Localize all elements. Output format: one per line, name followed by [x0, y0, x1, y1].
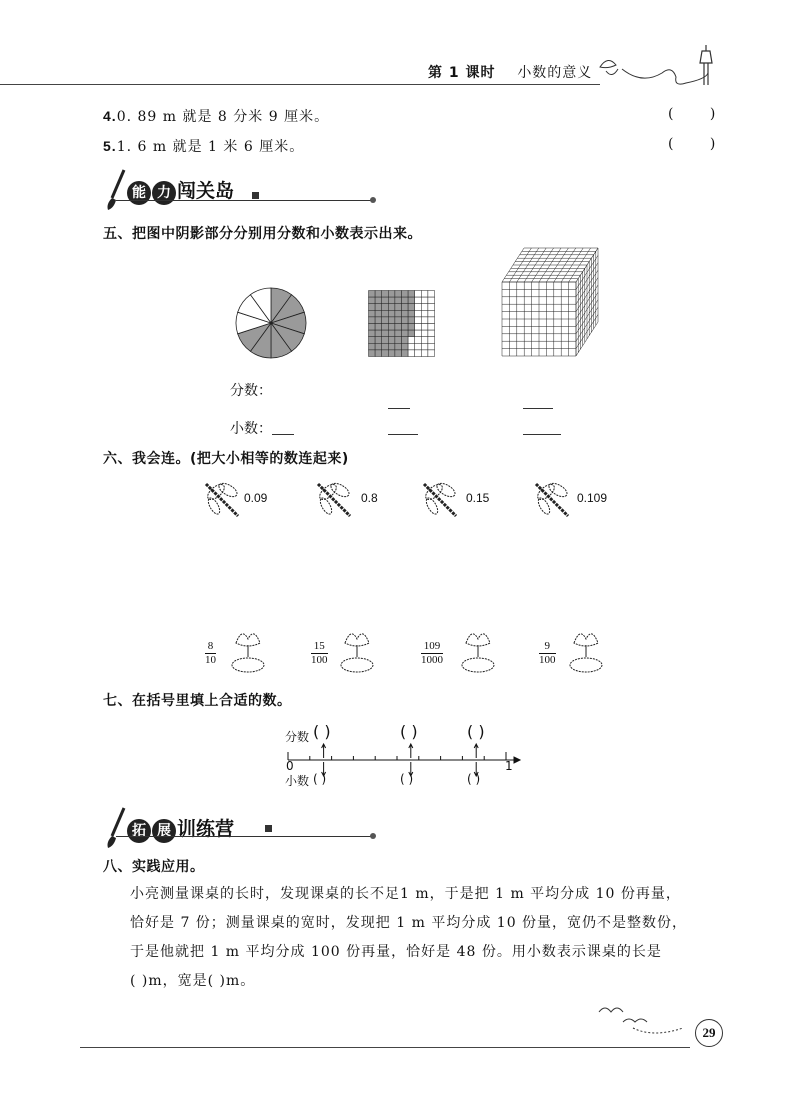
grid-cell-shaded — [369, 317, 376, 324]
grid-cell — [421, 337, 428, 344]
fraction-numerator: 109 — [421, 640, 443, 654]
fraction-value[interactable] — [539, 640, 556, 667]
grid-cell-shaded — [395, 324, 402, 331]
grid-cell-shaded — [382, 330, 389, 337]
hundred-grid-figure — [368, 290, 435, 358]
decimal-value[interactable]: 0.8 — [361, 491, 378, 505]
banner-badge: 拓 — [127, 819, 151, 843]
grid-cell-shaded — [388, 343, 395, 350]
grid-cell — [421, 343, 428, 350]
banner-extension — [127, 814, 234, 843]
dragonfly-icon — [200, 476, 246, 522]
grid-cell — [421, 350, 428, 357]
nl-decimal-paren[interactable]: ( ) — [313, 772, 327, 786]
header-rule — [0, 84, 600, 85]
grid-cell-shaded — [402, 343, 409, 350]
number-line-arrow — [514, 757, 520, 763]
grid-cell-shaded — [408, 330, 415, 337]
grid-cell-shaded — [395, 297, 402, 304]
grid-cell-shaded — [382, 291, 389, 298]
grid-cell-shaded — [395, 343, 402, 350]
grid-cell — [428, 291, 435, 298]
nl-zero: 0 — [286, 759, 294, 773]
grid-cells — [369, 291, 435, 357]
grid-cell-shaded — [382, 297, 389, 304]
grid-cell-shaded — [388, 337, 395, 344]
grid-cell-shaded — [402, 310, 409, 317]
footer-rule — [80, 1047, 690, 1048]
grid-cell — [415, 343, 422, 350]
number-line-pointer — [409, 744, 413, 758]
header-lesson: 第 1 课时 — [428, 65, 496, 81]
grid-cell-shaded — [402, 324, 409, 331]
grid-cell — [408, 337, 415, 344]
banner-square-icon — [265, 825, 272, 832]
grid-cell-shaded — [375, 343, 382, 350]
nl-decimal-paren[interactable]: ( ) — [467, 772, 481, 786]
dragonfly-icon — [418, 476, 464, 522]
grid-cell-shaded — [375, 350, 382, 357]
grid-cell — [421, 317, 428, 324]
banner-text: 训练营 — [177, 818, 235, 840]
fraction-label: 分数： — [230, 383, 272, 399]
banner-text: 闯关岛 — [177, 180, 235, 202]
q6-title: 六、我会连。(把大小相等的数连起来) — [103, 451, 349, 467]
grid-cell — [428, 297, 435, 304]
fraction-value[interactable] — [421, 640, 443, 667]
fraction-numerator: 9 — [539, 640, 556, 654]
grid-cell-shaded — [395, 317, 402, 324]
decimal-blank[interactable] — [388, 434, 418, 435]
butterfly-lamp-decoration-icon — [592, 45, 732, 90]
number-line-pointer — [322, 762, 326, 776]
grid-cell — [421, 330, 428, 337]
fraction-denominator: 1000 — [421, 654, 443, 666]
grid-cell-shaded — [369, 330, 376, 337]
q8-line: 恰好是 7 份；测量课桌的宽时，发现把 1 m 平均分成 10 份量，宽仍不是整数份， — [130, 915, 688, 931]
lotus-icon — [566, 627, 606, 675]
grid-cell-shaded — [395, 330, 402, 337]
grid-cell-shaded — [375, 337, 382, 344]
grid-cell — [415, 350, 422, 357]
fraction-blank[interactable] — [388, 408, 410, 409]
pie-figure — [234, 286, 308, 360]
grid-cell-shaded — [382, 310, 389, 317]
grid-cell-shaded — [408, 297, 415, 304]
grid-cell — [421, 291, 428, 298]
dragonfly-icon — [530, 476, 576, 522]
grid-cell-shaded — [402, 350, 409, 357]
grid-cell — [428, 343, 435, 350]
banner-rule — [116, 200, 372, 201]
grid-cell-shaded — [382, 343, 389, 350]
grid-cell-shaded — [369, 291, 376, 298]
decimal-value[interactable]: 0.09 — [244, 491, 268, 505]
banner-badge: 力 — [152, 181, 176, 205]
judge-item-number: 5. — [103, 138, 117, 154]
decimal-blank[interactable] — [523, 434, 561, 435]
grid-cell-shaded — [369, 324, 376, 331]
q7-title: 七、在括号里填上合适的数。 — [103, 693, 292, 709]
fraction-denominator: 100 — [539, 654, 556, 666]
grid-cell — [415, 310, 422, 317]
number-line — [280, 740, 530, 780]
grid-cell — [428, 337, 435, 344]
judge-item-4 — [103, 106, 329, 126]
grid-cell-shaded — [388, 310, 395, 317]
grid-cell-shaded — [382, 350, 389, 357]
grid-cell-shaded — [388, 350, 395, 357]
q8-line: 于是他就把 1 m 平均分成 100 份再量，恰好是 48 份。用小数表示课桌的长是 — [130, 944, 662, 960]
q8-line[interactable]: ( )m，宽是( )m。 — [130, 973, 256, 989]
thousand-cube-figure — [500, 244, 600, 359]
grid-cell — [428, 310, 435, 317]
nl-decimal-label: 小数 — [285, 774, 310, 788]
grid-cell-shaded — [402, 291, 409, 298]
grid-cell — [408, 343, 415, 350]
grid-cell-shaded — [402, 304, 409, 311]
nl-decimal-paren[interactable]: ( ) — [400, 772, 414, 786]
cube-lines — [502, 248, 598, 356]
grid-cell-shaded — [402, 297, 409, 304]
judge-item-number: 4. — [103, 108, 117, 124]
grid-cell — [428, 330, 435, 337]
grid-cell-shaded — [369, 304, 376, 311]
grid-cell-shaded — [395, 310, 402, 317]
grid-cell-shaded — [388, 304, 395, 311]
grid-cell — [421, 310, 428, 317]
q8-title: 八、实践应用。 — [103, 859, 205, 875]
grid-cell — [415, 291, 422, 298]
banner-dot-icon — [370, 197, 376, 203]
grid-cell — [421, 304, 428, 311]
grid-cell-shaded — [408, 317, 415, 324]
grid-cell-shaded — [375, 324, 382, 331]
grid-cell-shaded — [395, 350, 402, 357]
decimal-value[interactable]: 0.15 — [466, 491, 490, 505]
number-line-pointer — [474, 762, 478, 776]
grid-cell-shaded — [375, 291, 382, 298]
fraction-numerator: 8 — [205, 640, 216, 654]
grid-cell-shaded — [369, 343, 376, 350]
grid-cell-shaded — [402, 337, 409, 344]
pie-slices — [236, 288, 306, 358]
banner-badge: 能 — [127, 181, 151, 205]
grid-cell — [428, 350, 435, 357]
judge-item-text: 1. 6 m 就是 1 米 6 厘米。 — [116, 139, 305, 155]
grid-cell — [428, 324, 435, 331]
grid-cell-shaded — [369, 350, 376, 357]
grid-cell-shaded — [402, 330, 409, 337]
grid-cell-shaded — [375, 330, 382, 337]
dragonfly-icon — [312, 476, 358, 522]
grid-cell-shaded — [369, 297, 376, 304]
grid-cell-shaded — [388, 330, 395, 337]
grid-cell-shaded — [402, 317, 409, 324]
grid-cell — [421, 297, 428, 304]
banner-square-icon — [252, 192, 259, 199]
grid-cell-shaded — [388, 324, 395, 331]
grid-cell-shaded — [375, 297, 382, 304]
grid-cell — [415, 330, 422, 337]
grid-cell — [428, 317, 435, 324]
fraction-value[interactable] — [205, 640, 216, 667]
grid-cell — [415, 324, 422, 331]
grid-cell-shaded — [395, 291, 402, 298]
q8-line: 小亮测量课桌的长时，发现课桌的长不足1 m，于是把 1 m 平均分成 10 份再量， — [130, 886, 681, 902]
grid-cell-shaded — [375, 304, 382, 311]
grid-cell-shaded — [375, 310, 382, 317]
banner-badge: 展 — [152, 819, 176, 843]
fraction-denominator: 10 — [205, 654, 216, 666]
banner-dot-icon — [370, 833, 376, 839]
grid-cell-shaded — [382, 324, 389, 331]
nl-fraction-paren[interactable]: ( ) — [400, 722, 418, 741]
grid-cell-shaded — [408, 291, 415, 298]
grid-cell-shaded — [395, 337, 402, 344]
decimal-blank[interactable] — [272, 434, 294, 435]
number-line-pointer — [474, 744, 478, 758]
decimal-value[interactable]: 0.109 — [577, 491, 608, 505]
q8-body — [130, 880, 715, 996]
grid-cell-shaded — [382, 317, 389, 324]
grid-cell — [421, 324, 428, 331]
birds-decoration-icon — [593, 1000, 693, 1040]
grid-cell-shaded — [382, 337, 389, 344]
judge-item-5 — [103, 136, 304, 156]
lotus-icon — [228, 627, 268, 675]
judge-answer-paren[interactable]: ( ) — [668, 106, 732, 122]
grid-cell-shaded — [369, 337, 376, 344]
header-topic: 小数的意义 — [517, 65, 593, 81]
grid-cell-shaded — [408, 324, 415, 331]
q5-title: 五、把图中阴影部分分别用分数和小数表示出来。 — [103, 226, 422, 242]
decimal-label: 小数： — [230, 421, 272, 437]
judge-answer-paren[interactable]: ( ) — [668, 136, 732, 152]
fraction-denominator: 100 — [311, 654, 328, 666]
grid-cell — [415, 337, 422, 344]
grid-cell-shaded — [408, 304, 415, 311]
nl-fraction-paren[interactable]: ( ) — [313, 722, 331, 741]
grid-cell-shaded — [388, 317, 395, 324]
header-title — [428, 62, 592, 82]
grid-cell-shaded — [408, 310, 415, 317]
banner-rule — [116, 836, 372, 837]
grid-cell — [415, 317, 422, 324]
number-line-pointer — [409, 762, 413, 776]
grid-cell — [415, 304, 422, 311]
number-line-pointer — [322, 744, 326, 758]
grid-cell — [415, 297, 422, 304]
grid-cell-shaded — [395, 304, 402, 311]
nl-fraction-paren[interactable]: ( ) — [467, 722, 485, 741]
nl-one: 1 — [505, 759, 513, 773]
grid-cell-shaded — [369, 310, 376, 317]
page-number: 29 — [695, 1019, 723, 1047]
lotus-icon — [337, 627, 377, 675]
number-line-ticks — [288, 744, 520, 776]
nl-fraction-label: 分数 — [285, 730, 310, 744]
grid-cell-shaded — [388, 291, 395, 298]
grid-cell — [428, 304, 435, 311]
grid-cell-shaded — [382, 304, 389, 311]
fraction-numerator: 15 — [311, 640, 328, 654]
fraction-value[interactable] — [311, 640, 328, 667]
grid-cell — [408, 350, 415, 357]
judge-item-text: 0. 89 m 就是 8 分米 9 厘米。 — [116, 109, 330, 125]
grid-cell-shaded — [375, 317, 382, 324]
lotus-icon — [458, 627, 498, 675]
fraction-blank[interactable] — [523, 408, 553, 409]
grid-cell-shaded — [388, 297, 395, 304]
